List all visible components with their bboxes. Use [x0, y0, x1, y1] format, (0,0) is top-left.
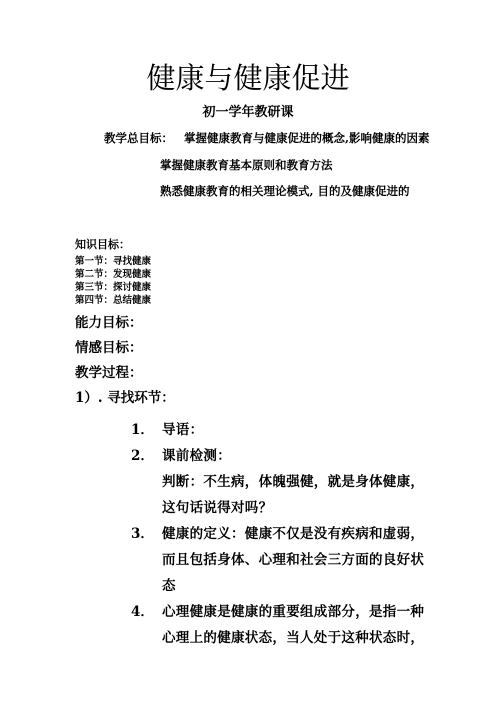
list-item-number: 4． — [131, 604, 154, 620]
list-item-text: 课前检测： — [162, 448, 231, 464]
list-item-text: 健康的定义：健康不仅是没有疾病和虚弱， — [162, 526, 425, 542]
teaching-goal-line: 掌握健康教育基本原则和教育方法 — [160, 158, 333, 172]
ability-goals-label: 能力目标： — [75, 315, 143, 331]
step-1-label: 1）. 寻找环节： — [75, 390, 175, 406]
list-item-text: 而且包括身体、心理和社会三方面的良好状 — [162, 552, 425, 568]
knowledge-section-item: 第二节：发现健康 — [75, 269, 152, 280]
list-item-number: 1． — [131, 422, 154, 438]
list-item-text: 态 — [162, 578, 176, 594]
teaching-process-label: 教学过程： — [75, 365, 143, 381]
knowledge-goals-label: 知识目标： — [75, 238, 130, 251]
knowledge-section-item: 第一节：寻找健康 — [75, 256, 152, 267]
page-title: 健康与健康促进 — [146, 61, 350, 95]
list-item-text: 心理上的健康状态，当人处于这种状态时， — [162, 630, 425, 646]
knowledge-section-item: 第四节：总结健康 — [75, 295, 152, 306]
page-subtitle: 初一学年教研课 — [202, 105, 294, 120]
teaching-goal-line: 熟悉健康教育的相关理论模式, 目的及健康促进的 — [160, 184, 410, 198]
list-item-text: 导语： — [162, 422, 204, 438]
list-item-text: 心理健康是健康的重要组成部分，是指一种 — [162, 604, 425, 620]
knowledge-section-item: 第三节：探讨健康 — [75, 282, 152, 293]
list-item-number: 3． — [131, 526, 154, 542]
teaching-goal-line: 掌握健康教育与健康促进的概念,影响健康的因素 — [184, 131, 430, 145]
list-item-text: 这句话说得对吗？ — [162, 500, 273, 516]
list-item-number: 2． — [131, 448, 154, 464]
teaching-goals-label: 教学总目标： — [104, 131, 173, 145]
emotion-goals-label: 情感目标： — [75, 340, 143, 356]
list-item-text: 判断：不生病，体魄强健，就是身体健康， — [162, 474, 425, 490]
